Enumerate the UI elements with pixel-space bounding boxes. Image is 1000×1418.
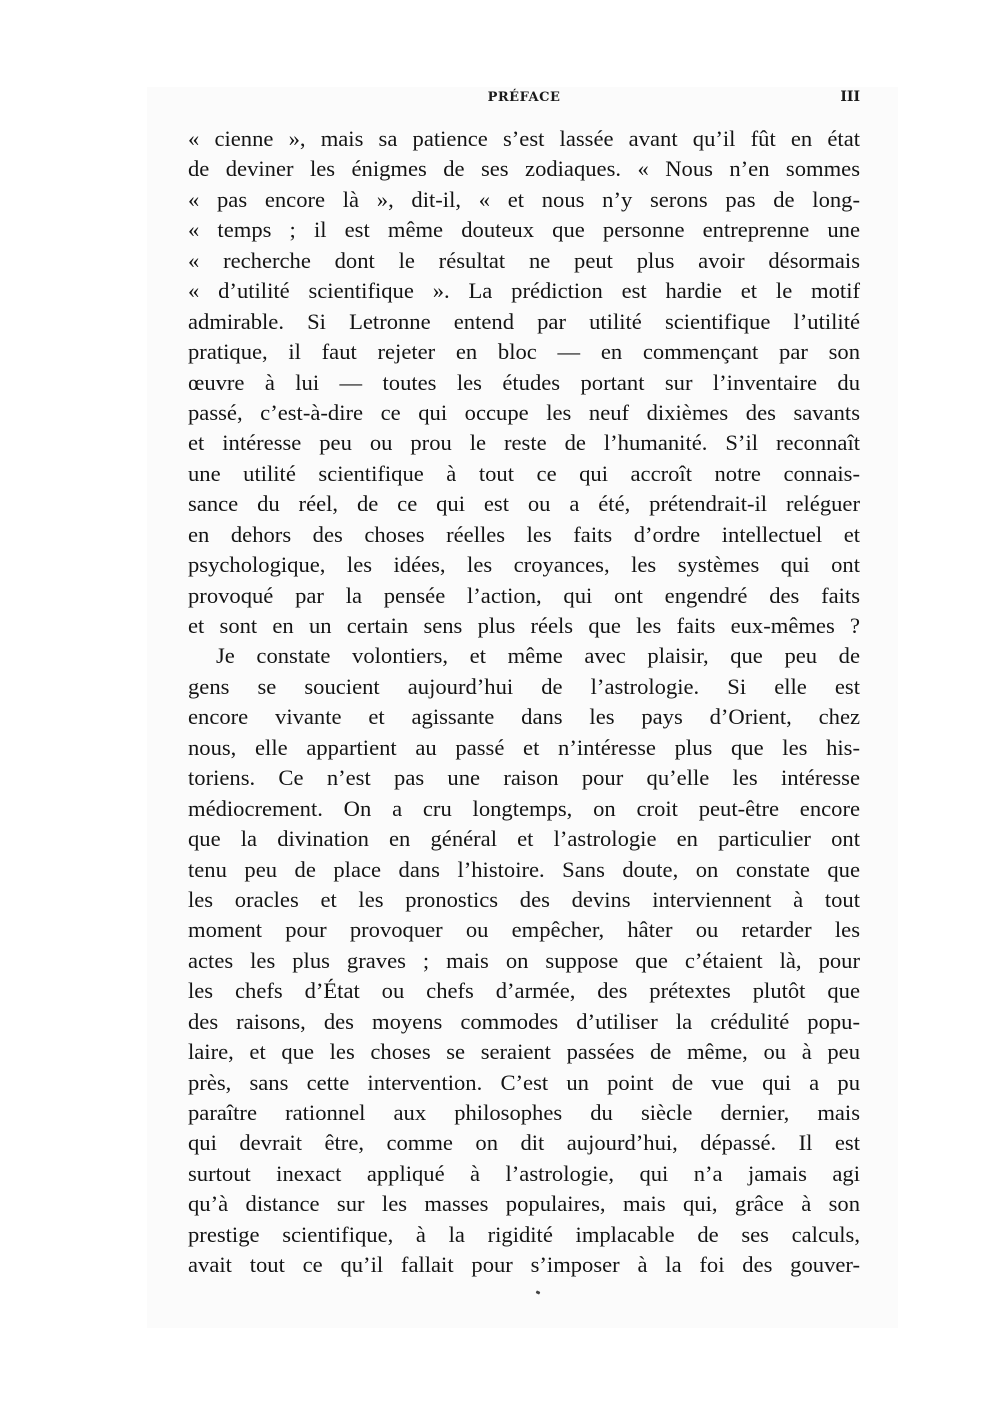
text-line: avait tout ce qu’il fallait pour s’imposer à la foi des gouver- xyxy=(188,1252,860,1278)
text-line: une utilité scientifique à tout ce qui accroît notre connais- xyxy=(188,460,860,486)
paragraph-2 xyxy=(188,641,860,1280)
text-line: sance du réel, de ce qui est ou a été, prétendrait-il reléguer xyxy=(188,491,860,517)
text-line: qu’à distance sur les masses populaires, mais qui, grâce à son xyxy=(188,1191,860,1217)
text-line: qui devrait être, comme on dit aujourd’hui, dépassé. Il est xyxy=(188,1130,860,1156)
text-line: nous, elle appartient au passé et n’intéresse plus que les his- xyxy=(188,734,860,760)
text-line: admirable. Si Letronne entend par utilité scientifique l’utilité xyxy=(188,308,860,334)
text-line: et sont en un certain sens plus réels que les faits eux-mêmes ? xyxy=(188,613,860,638)
text-line: passé, c’est-à-dire ce qui occupe les neuf dixièmes des savants xyxy=(188,399,860,425)
text-line: « d’utilité scientifique ». La prédiction est hardie et le motif xyxy=(188,278,860,304)
text-line: laire, et que les choses se seraient passées de même, ou à peu xyxy=(188,1039,860,1065)
text-line: prestige scientifique, à la rigidité implacable de ses calculs, xyxy=(188,1221,860,1247)
text-line: de deviner les énigmes de ses zodiaques. « Nous n’en sommes xyxy=(188,156,860,182)
text-line: œuvre à lui — toutes les études portant sur l’inventaire du xyxy=(188,369,860,395)
text-line: gens se soucient aujourd’hui de l’astrologie. Si elle est xyxy=(188,673,860,699)
text-line: toriens. Ce n’est pas une raison pour qu’elle les intéresse xyxy=(188,765,860,791)
text-line: encore vivante et agissante dans les pays d’Orient, chez xyxy=(188,704,860,730)
text-line: « temps ; il est même douteux que personne entreprenne une xyxy=(188,217,860,243)
paragraph-1 xyxy=(188,124,860,641)
text-line: « pas encore là », dit-il, « et nous n’y serons pas de long- xyxy=(188,186,860,212)
text-line: actes les plus graves ; mais on suppose que c’étaient là, pour xyxy=(188,947,860,973)
text-line: « cienne », mais sa patience s’est lassée avant qu’il fût en état xyxy=(188,126,860,151)
text-line: en dehors des choses réelles les faits d’ordre intellectuel et xyxy=(188,521,860,547)
text-line: psychologique, les idées, les croyances, les systèmes qui ont xyxy=(188,552,860,578)
body-text xyxy=(188,124,860,1281)
text-line: Je constate volontiers, et même avec plaisir, que peu de xyxy=(216,643,860,669)
text-line: les oracles et les pronostics des devins interviennent à tout xyxy=(188,886,860,912)
page-number: III xyxy=(840,89,860,105)
text-line: et intéresse peu ou prou le reste de l’humanité. S’il reconnaît xyxy=(188,430,860,456)
page-header xyxy=(188,88,860,110)
text-line: médiocrement. On a cru longtemps, on croit peut-être encore xyxy=(188,795,860,821)
text-line: provoqué par la pensée l’action, qui ont engendré des faits xyxy=(188,582,860,608)
text-line: les chefs d’État ou chefs d’armée, des prétextes plutôt que xyxy=(188,978,860,1004)
text-line: surtout inexact appliqué à l’astrologie, qui n’a jamais agi xyxy=(188,1160,860,1186)
text-line: des raisons, des moyens commodes d’utiliser la crédulité popu- xyxy=(188,1008,860,1034)
text-line: près, sans cette intervention. C’est un point de vue qui a pu xyxy=(188,1069,860,1095)
text-line: pratique, il faut rejeter en bloc — en commençant par son xyxy=(188,339,860,365)
text-line: paraître rationnel aux philosophes du siècle dernier, mais xyxy=(188,1100,860,1125)
text-line: moment pour provoquer ou empêcher, hâter ou retarder les xyxy=(188,917,860,943)
running-title: PRÉFACE xyxy=(487,90,561,105)
text-line: que la divination en général et l’astrologie en particulier ont xyxy=(188,826,860,852)
text-line: « recherche dont le résultat ne peut plus avoir désormais xyxy=(188,247,860,273)
text-line: tenu peu de place dans l’histoire. Sans doute, on constate que xyxy=(188,856,860,882)
